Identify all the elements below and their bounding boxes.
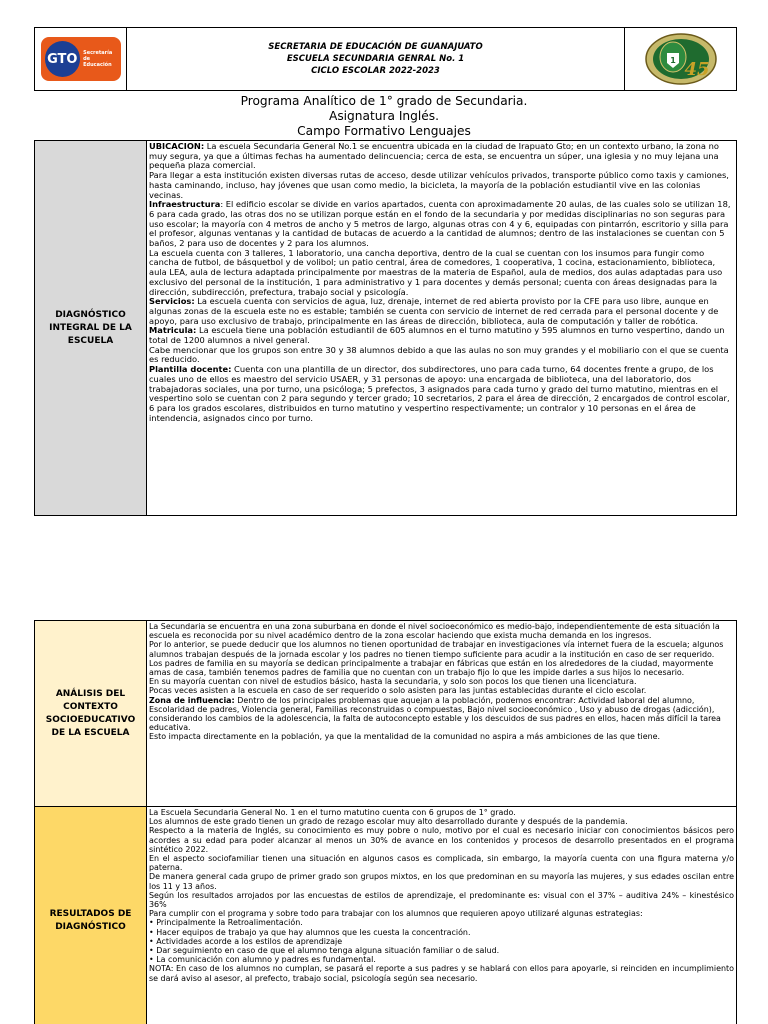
resultados-paragraph [149, 872, 734, 890]
title-asignatura: Asignatura Inglés. [328, 109, 440, 123]
diagnostico-paragraph-heading: Infraestructura [149, 199, 221, 210]
resultados-paragraph [149, 826, 734, 854]
resultados-paragraph-text: NOTA: En caso de los alumnos no cumplan, se pasará el reporte a sus padres y se hablará con ellos para apoyarle, si reinciden en incumplimiento se dará aviso al asesor, al prefecto, trabajo social, psicología según sea necesario. [149, 964, 734, 983]
resultados-paragraph [149, 891, 734, 909]
resultados-paragraph [149, 918, 734, 927]
diagnostico-paragraph [149, 249, 734, 298]
document-titles [0, 94, 768, 139]
analisis-paragraph [149, 640, 734, 658]
resultados-paragraph [149, 937, 734, 946]
resultados-paragraph [149, 928, 734, 937]
diagnostico-paragraph [149, 200, 734, 249]
analisis-paragraph [149, 622, 734, 640]
resultados-paragraph-text: • Principalmente la Retroalimentación. [149, 918, 303, 928]
header-line-3: CICLO ESCOLAR 2022-2023 [311, 66, 440, 76]
diagnostico-paragraph [149, 346, 734, 365]
resultados-paragraph-text: • Hacer equipos de trabajo ya que hay alumnos que les cuesta la concentración. [149, 927, 471, 937]
resultados-content [147, 807, 736, 1024]
analisis-paragraph [149, 677, 734, 686]
svg-text:45: 45 [683, 59, 710, 80]
diagnostico-paragraph-heading: Matricula: [149, 325, 197, 336]
resultados-paragraph-text: Según los resultados arrojados por las encuestas de estilos de aprendizaje, el predominante es: visual con el 37% – auditiva 24% – kinestésico 36% [149, 890, 734, 910]
resultados-paragraph-text: Los alumnos de este grado tienen un grado de rezago escolar muy alto desarrollado durante y después de la pandemia. [149, 817, 628, 827]
analisis-paragraph-text: En su mayoría cuentan con nivel de estudios básico, hasta la secundaria, y solo son pocos los que tienen una licenciatura. [149, 677, 637, 687]
diagnostico-paragraph [149, 365, 734, 423]
resultados-paragraph-text: Respecto a la materia de Inglés, su conocimiento es muy pobre o nulo, motivo por el cual es necesario iniciar con conocimientos básicos pero acordes a su edad para poder alcanzar al menos un 30% de avance en los contenidos y procesos de desarrollo presentados en el programa sintético 2022. [149, 826, 734, 854]
diagnostico-paragraph-text: La escuela tiene una población estudiantil de 605 alumnos en el turno matutino y 595 alumnos en turno vespertino, dando un total de 1200 alumnos a nivel general. [149, 325, 725, 346]
analisis-paragraph-text: La Secundaria se encuentra en una zona suburbana en donde el nivel socioeconómico es medio-bajo, independientemente de esta situación la escuela es reconocida por su nivel académico dentro de la zona escolar haciendo que exista mucha demanda en los ingresos. [149, 622, 720, 641]
diagnostico-paragraph [149, 297, 734, 326]
diagnostico-paragraph-heading: Servicios: [149, 296, 195, 307]
resultados-label: RESULTADOS DE DIAGNÓSTICO [35, 807, 147, 1024]
analisis-paragraph [149, 686, 734, 695]
analisis-table [34, 620, 737, 806]
title-programa: Programa Analítico de 1° grado de Secundaria. [240, 94, 528, 108]
diagnostico-paragraph [149, 171, 734, 200]
diagnostico-paragraph-heading: UBICACION: [149, 141, 205, 151]
document-header [34, 27, 737, 91]
resultados-table [34, 806, 737, 1024]
diagnostico-paragraph-text: La escuela Secundaria General No.1 se encuentra ubicada en la ciudad de Irapuato Gto; en un contexto urbano, la zona no muy segura, ya que a últimas fechas ha aumentado delincuencia; cerca de esta, se encuentra un súper, una iglesia y no muy lejana una pequeña plaza comercial. [149, 141, 719, 171]
diagnostico-content [147, 141, 736, 515]
diagnostico-paragraph-text: : El edificio escolar se divide en varios apartados, cuenta con aproximadamente 20 aulas, de las cuales solo se utilizan 18, 6 para cada grado, las otras dos no se utilizan porque están en el fondo de la secundaria y por medidas disciplinarias no son seguras para uso escolar; la mayoría con 4 metros de ancho y 5 metros de largo, algunas otras con 4 y 6, equipadas con pintarrón, escritorio y silla para el profesor, algunas ventanas y la cantidad de butacas de acuerdo a la cantidad de alumnos; dentro de las instalaciones se cuentan con 5 baños, 2 para uso de docentes y 2 para los alumnos. [149, 199, 731, 249]
diagnostico-paragraph-text: La escuela cuenta con 3 talleres, 1 laboratorio, una cancha deportiva, dentro de la cual se cuentan con los insumos para fungir como cancha de futbol, de básquetbol y de volibol; un patio central, área de comedores, 1 cooperativa, 1 cocina, estacionamiento, biblioteca, aula LEA, aula de lectura adaptada principalmente por maestras de la materia de Español, aula de medios, dos aulas adaptadas para uso exclusivo del personal de la institución, 1 para administrativo y 1 para docentes y demás personal; cuenta con áreas designadas para la dirección, subdirección, prefectura, trabajo social y psicología. [149, 247, 723, 297]
resultados-paragraph-text: La Escuela Secundaria General No. 1 en el turno matutino cuenta con 6 grupos de 1° grado. [149, 808, 516, 817]
header-left-logo-cell [35, 28, 127, 90]
resultados-paragraph [149, 808, 734, 817]
analisis-paragraph-text: Dentro de los principales problemas que aquejan a la población, podemos encontrar: Actividad laboral del alumno, Escolaridad de padres, Violencia general, Familias reconstruidas o compuestas, Bajo nivel socioeconómico , Uso y abuso de drogas (adicción), considerando los cambios de la adolescencia, la falta de autoconcepto estable y los descuidos de sus padres en ellos, hacen más difícil la tarea educativa. [149, 695, 721, 733]
gto-circle-icon: GTO [45, 41, 81, 77]
analisis-content [147, 621, 736, 806]
diagnostico-paragraph-text: Para llegar a esta institución existen diversas rutas de acceso, desde utilizar vehículos privados, transporte público como taxis y camiones, hasta caminando, incluso, hay jóvenes que usan como medio, la bicicleta, la mayoría de la población estudiantil vive en las colonias vecinas. [149, 170, 729, 200]
analisis-paragraph-text: Esto impacta directamente en la población, ya que la mentalidad de la comunidad no aspira a más ambiciones de las que tiene. [149, 732, 661, 742]
analisis-paragraph [149, 732, 734, 741]
resultados-paragraph-text: • Actividades acorde a los estilos de aprendizaje [149, 936, 343, 946]
diagnostico-paragraph [149, 142, 734, 171]
gto-secretaria-text: Secretaría de Educación [83, 50, 113, 68]
gto-logo [41, 37, 121, 81]
header-center [127, 28, 624, 90]
analisis-paragraph [149, 696, 734, 733]
header-line-1: SECRETARIA DE EDUCACIÓN DE GUANAJUATO [268, 42, 483, 52]
analisis-paragraph-text: Los padres de familia en su mayoría se dedican principalmente a trabajar en fábricas que están en los alrededores de la ciudad, mayormente amas de casa, también tenemos padres de familia que no cuentan con un trabajo fijo lo que les impide darles a sus hijos lo necesario. [149, 658, 714, 678]
resultados-paragraph-text: • La comunicación con alumno y padres es fundamental. [149, 955, 376, 965]
analisis-paragraph-text: Pocas veces asisten a la escuela en caso de ser requerido o solo asisten para las juntas establecidas durante el ciclo escolar. [149, 686, 647, 696]
header-line-2: ESCUELA SECUNDARIA GENRAL No. 1 [286, 54, 465, 64]
diagnostico-label: DIAGNÓSTICO INTEGRAL DE LA ESCUELA [35, 141, 147, 515]
diagnostico-paragraph-text: Cabe mencionar que los grupos son entre 30 y 38 alumnos debido a que las aulas no son muy grandes y el mobiliario con el que se cuenta es reducido. [149, 344, 729, 365]
header-right-logo-cell [624, 28, 736, 90]
svg-text:1: 1 [669, 56, 676, 65]
analisis-paragraph [149, 659, 734, 677]
resultados-paragraph [149, 946, 734, 955]
analisis-label: ANÁLISIS DEL CONTEXTO SOCIOEDUCATIVO DE LA ESCUELA [35, 621, 147, 806]
resultados-paragraph-text: En el aspecto sociofamiliar tienen una situación en algunos casos es complicada, sin embargo, la mayoría cuenta con una figura materna y/o paterna. [149, 854, 734, 873]
diagnostico-paragraph-text: La escuela cuenta con servicios de agua, luz, drenaje, internet de red abierta provisto por la CFE para uso libre, aunque en algunas zonas de la escuela este no es estable; también se cuenta con servicio de internet de red cerrada para el personal docente y de apoyo, para uso exclusivo de trabajo, principalmente en las áreas de dirección, biblioteca, aula de computación y taller de robótica. [149, 296, 719, 326]
analisis-paragraph-heading: Zona de influencia: [149, 695, 235, 705]
title-campo-formativo: Campo Formativo Lenguajes [297, 124, 471, 138]
analisis-paragraph-text: Por lo anterior, se puede deducir que los alumnos no tienen oportunidad de trabajar en investigaciones vía internet fuera de la escuela; algunos alumnos trabajan después de la jornada escolar y los padres no tienen tiempo suficiente para acudir a la institución en caso de ser requerido. [149, 640, 724, 659]
resultados-paragraph [149, 964, 734, 982]
diagnostico-paragraph-text: Cuenta con una plantilla de un director, dos subdirectores, uno para cada turno, 64 docentes frente a grupo, de los cuales uno de ellos es maestro del servicio USAER, y 31 personas de apoyo: una encargada de biblioteca, una del laboratorio, dos trabajadoras sociales, una por turno, una psicóloga; 5 prefectos, 3 asignados para cada turno y grado del turno matutino, mientras en el vespertino solo se cuentan con 2 para segundo y tercer grado; 10 secretarios, 2 para el área de dirección, 2 encargados de control escolar, 6 para los grados escolares, distribuidos en turno matutino y vespertino respectivamente; un contralor y 10 personas en el área de intendencia, asignados cinco por turno. [149, 364, 730, 423]
diagnostico-table [34, 140, 737, 516]
diagnostico-paragraph-heading: Plantilla docente: [149, 364, 232, 375]
resultados-paragraph-text: • Dar seguimiento en caso de que el alumno tenga alguna situación familiar o de salud. [149, 946, 500, 956]
school-seal-icon [643, 31, 719, 87]
resultados-paragraph-text: De manera general cada grupo de primer grado son grupos mixtos, en los que predominan en su mayoría las mujeres, y sus edades oscilan entre los 11 y 13 años. [149, 872, 734, 891]
diagnostico-paragraph [149, 326, 734, 345]
resultados-paragraph-text: Para cumplir con el programa y sobre todo para trabajar con los alumnos que requieren apoyo utilizaré algunas estrategias: [149, 909, 643, 919]
resultados-paragraph [149, 854, 734, 872]
resultados-paragraph [149, 955, 734, 964]
